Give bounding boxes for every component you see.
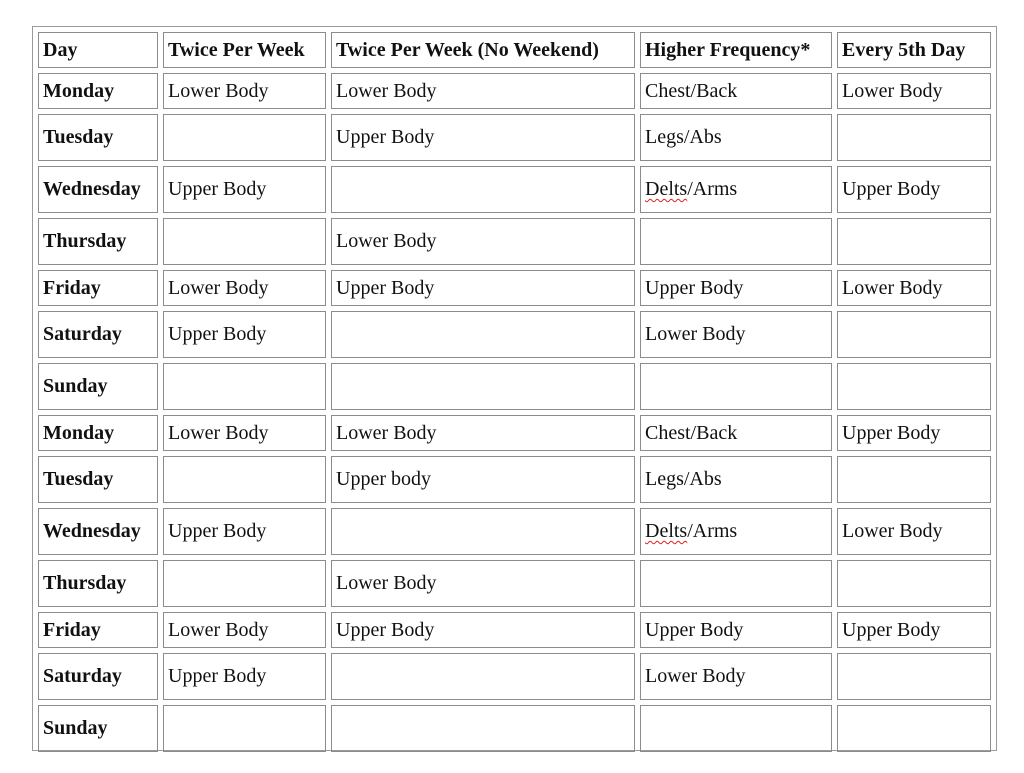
header-twice-per-week: Twice Per Week — [163, 32, 326, 68]
day-cell-text: Wednesday — [43, 178, 141, 200]
no-weekend-cell — [331, 653, 635, 700]
every-5th-day-cell-text: Upper Body — [842, 421, 941, 444]
every-5th-day-cell — [837, 560, 991, 607]
no-weekend-cell — [331, 456, 635, 503]
no-weekend-cell — [331, 218, 635, 265]
day-cell-text: Monday — [43, 79, 115, 102]
day-cell-text: Thursday — [43, 572, 127, 594]
day-cell — [38, 218, 158, 265]
higher-frequency-cell — [640, 456, 832, 503]
higher-frequency-cell — [640, 508, 832, 555]
workout-schedule-table — [33, 27, 996, 757]
twice-cell-text: Lower Body — [168, 421, 269, 444]
spellcheck-underline: Delts — [645, 520, 688, 542]
higher-frequency-cell — [640, 705, 832, 752]
higher-frequency-cell — [640, 166, 832, 213]
twice-cell — [163, 560, 326, 607]
twice-cell — [163, 612, 326, 648]
every-5th-day-cell — [837, 508, 991, 555]
day-cell-text: Tuesday — [43, 468, 114, 490]
every-5th-day-cell — [837, 363, 991, 410]
higher-frequency-cell-text: Delts/Arms — [645, 178, 738, 200]
higher-frequency-cell — [640, 114, 832, 161]
day-cell — [38, 705, 158, 752]
day-cell-text: Friday — [43, 618, 101, 641]
day-cell — [38, 415, 158, 451]
day-cell-text: Wednesday — [43, 520, 141, 542]
day-cell-text: Saturday — [43, 665, 122, 687]
table-row — [38, 73, 991, 109]
higher-frequency-cell — [640, 311, 832, 358]
no-weekend-cell — [331, 363, 635, 410]
every-5th-day-cell — [837, 653, 991, 700]
header-row — [38, 32, 991, 68]
higher-frequency-cell — [640, 270, 832, 306]
table-row — [38, 363, 991, 410]
no-weekend-cell-text: Upper Body — [336, 276, 435, 299]
spellcheck-underline: Delts — [645, 178, 688, 200]
every-5th-day-cell — [837, 311, 991, 358]
every-5th-day-cell — [837, 456, 991, 503]
table-row — [38, 415, 991, 451]
twice-cell-text: Upper Body — [168, 323, 267, 345]
day-cell — [38, 560, 158, 607]
every-5th-day-cell — [837, 218, 991, 265]
table-row — [38, 612, 991, 648]
higher-frequency-cell-text: Delts/Arms — [645, 520, 738, 542]
no-weekend-cell-text: Lower Body — [336, 79, 437, 102]
twice-cell — [163, 705, 326, 752]
schedule-table-frame — [32, 26, 997, 751]
higher-frequency-cell-text: Lower Body — [645, 323, 746, 345]
higher-frequency-cell-text: Legs/Abs — [645, 468, 722, 490]
twice-cell-text: Upper Body — [168, 665, 267, 687]
higher-frequency-cell-text: Upper Body — [645, 276, 744, 299]
higher-frequency-cell — [640, 363, 832, 410]
no-weekend-cell — [331, 612, 635, 648]
twice-cell — [163, 218, 326, 265]
every-5th-day-cell — [837, 612, 991, 648]
table-row — [38, 705, 991, 752]
no-weekend-cell-text: Upper Body — [336, 126, 435, 148]
higher-frequency-cell — [640, 415, 832, 451]
no-weekend-cell — [331, 114, 635, 161]
day-cell — [38, 612, 158, 648]
no-weekend-cell — [331, 270, 635, 306]
no-weekend-cell-text: Lower Body — [336, 572, 437, 594]
day-cell — [38, 114, 158, 161]
header-higher-frequency: Higher Frequency* — [640, 32, 832, 68]
day-cell — [38, 270, 158, 306]
no-weekend-cell — [331, 508, 635, 555]
every-5th-day-cell — [837, 270, 991, 306]
every-5th-day-cell-text: Lower Body — [842, 520, 943, 542]
higher-frequency-cell — [640, 560, 832, 607]
no-weekend-cell — [331, 705, 635, 752]
higher-frequency-cell — [640, 218, 832, 265]
no-weekend-cell — [331, 560, 635, 607]
twice-cell — [163, 363, 326, 410]
higher-frequency-cell — [640, 73, 832, 109]
table-row — [38, 218, 991, 265]
twice-cell — [163, 73, 326, 109]
every-5th-day-cell-text: Upper Body — [842, 618, 941, 641]
table-row — [38, 508, 991, 555]
twice-cell-text: Lower Body — [168, 276, 269, 299]
twice-cell-text: Upper Body — [168, 178, 267, 200]
every-5th-day-cell-text: Lower Body — [842, 79, 943, 102]
twice-cell — [163, 114, 326, 161]
higher-frequency-cell-text: Upper Body — [645, 618, 744, 641]
every-5th-day-cell — [837, 166, 991, 213]
table-row — [38, 166, 991, 213]
no-weekend-cell — [331, 311, 635, 358]
day-cell — [38, 363, 158, 410]
twice-cell — [163, 653, 326, 700]
day-cell-text: Monday — [43, 421, 115, 444]
no-weekend-cell-text: Lower Body — [336, 230, 437, 252]
day-cell — [38, 508, 158, 555]
twice-cell — [163, 456, 326, 503]
higher-frequency-cell — [640, 612, 832, 648]
day-cell-text: Saturday — [43, 323, 122, 345]
no-weekend-cell-text: Upper body — [336, 468, 431, 490]
no-weekend-cell — [331, 73, 635, 109]
day-cell — [38, 653, 158, 700]
every-5th-day-cell — [837, 114, 991, 161]
no-weekend-cell — [331, 166, 635, 213]
header-every-5th-day: Every 5th Day — [837, 32, 991, 68]
higher-frequency-cell-text: Chest/Back — [645, 79, 738, 102]
day-cell-text: Sunday — [43, 717, 108, 739]
day-cell — [38, 311, 158, 358]
every-5th-day-cell-text: Lower Body — [842, 276, 943, 299]
twice-cell — [163, 508, 326, 555]
day-cell-text: Sunday — [43, 375, 108, 397]
schedule-body — [38, 73, 991, 752]
no-weekend-cell-text: Upper Body — [336, 618, 435, 641]
every-5th-day-cell-text: Upper Body — [842, 178, 941, 200]
twice-cell-text: Lower Body — [168, 618, 269, 641]
table-row — [38, 456, 991, 503]
twice-cell — [163, 166, 326, 213]
every-5th-day-cell — [837, 73, 991, 109]
twice-cell — [163, 415, 326, 451]
day-cell — [38, 73, 158, 109]
day-cell-text: Thursday — [43, 230, 127, 252]
table-row — [38, 270, 991, 306]
day-cell — [38, 166, 158, 213]
higher-frequency-cell-text: Lower Body — [645, 665, 746, 687]
day-cell — [38, 456, 158, 503]
header-day: Day — [38, 32, 158, 68]
twice-cell-text: Lower Body — [168, 79, 269, 102]
higher-frequency-cell-text: Chest/Back — [645, 421, 738, 444]
table-row — [38, 560, 991, 607]
higher-frequency-cell — [640, 653, 832, 700]
no-weekend-cell-text: Lower Body — [336, 421, 437, 444]
day-cell-text: Tuesday — [43, 126, 114, 148]
table-row — [38, 114, 991, 161]
header-twice-per-week-no-weekend: Twice Per Week (No Weekend) — [331, 32, 635, 68]
table-row — [38, 653, 991, 700]
every-5th-day-cell — [837, 415, 991, 451]
day-cell-text: Friday — [43, 276, 101, 299]
twice-cell-text: Upper Body — [168, 520, 267, 542]
table-row — [38, 311, 991, 358]
higher-frequency-cell-text: Legs/Abs — [645, 126, 722, 148]
twice-cell — [163, 311, 326, 358]
every-5th-day-cell — [837, 705, 991, 752]
no-weekend-cell — [331, 415, 635, 451]
twice-cell — [163, 270, 326, 306]
